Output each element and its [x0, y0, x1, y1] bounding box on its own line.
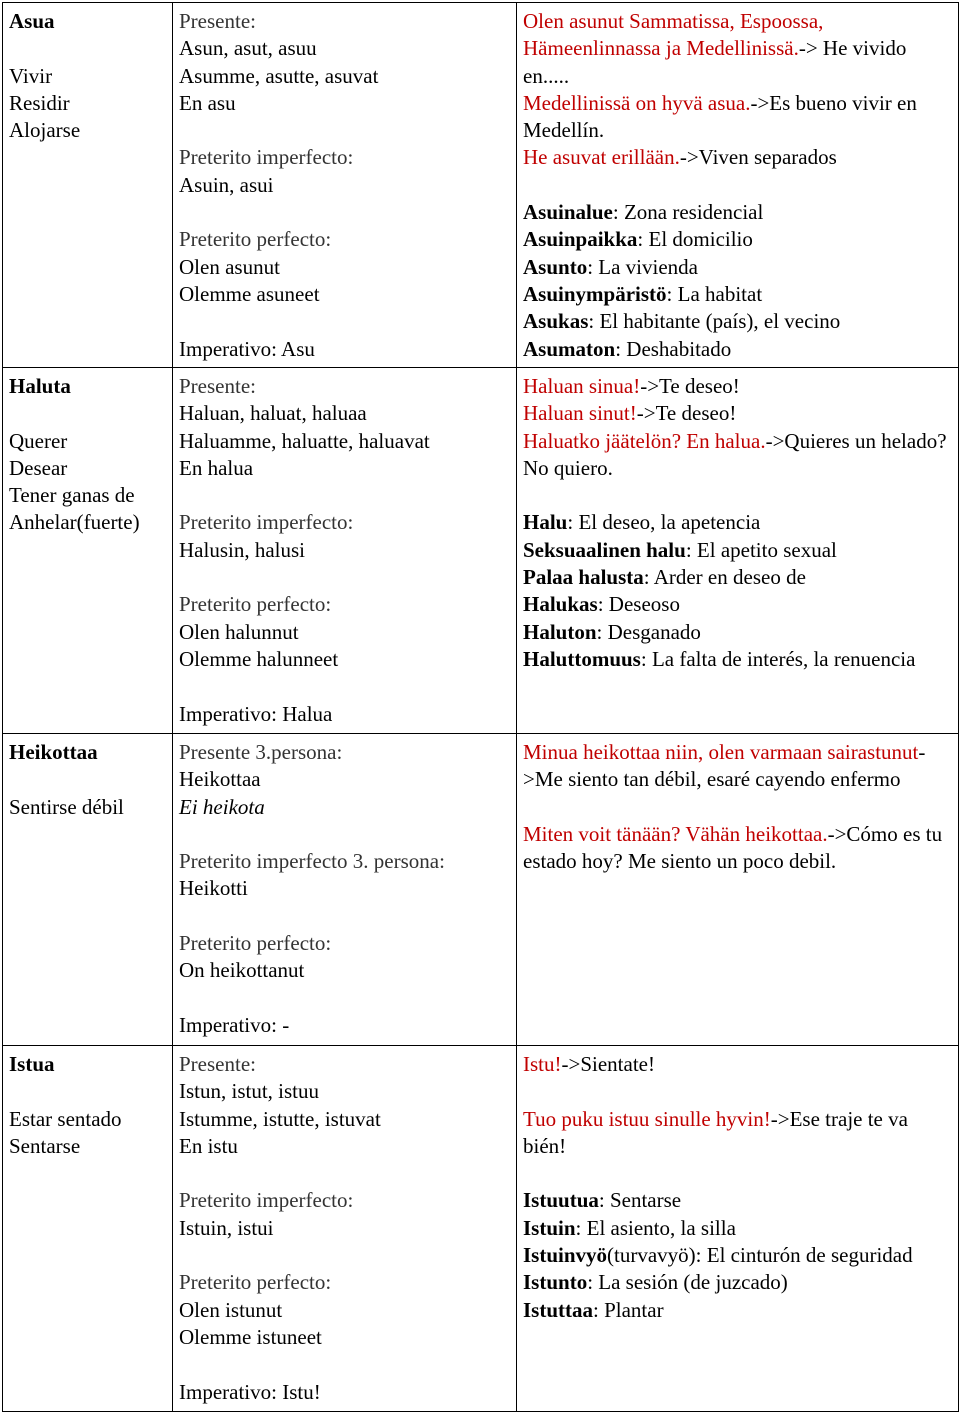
meaning: Sentarse	[9, 1133, 81, 1158]
vocab-item: Seksuaalinen halu: El apetito sexual	[523, 537, 837, 562]
conjugation-line: Asuin, asui	[179, 172, 274, 197]
verb-headword: Istua	[9, 1052, 55, 1076]
tense-title: Preterito perfecto:	[179, 1270, 332, 1295]
examples-cell	[517, 3, 959, 368]
verb-row-haluta	[3, 368, 959, 734]
negative-form: Ei heikota	[179, 794, 265, 819]
conjugation-line: En asu	[179, 90, 236, 115]
vocab-item: Halu: El deseo, la apetencia	[523, 510, 761, 535]
vocab-item: Istuttaa: Plantar	[523, 1297, 664, 1322]
conjugation-line: Heikottaa	[179, 767, 261, 792]
word-cell	[3, 734, 173, 1046]
vocab-item: Haluttomuus: La falta de interés, la renuencia	[523, 646, 916, 671]
vocab-item: Haluton: Desganado	[523, 619, 701, 644]
vocab-item: Istuinvyö(turvavyö): El cinturón de seguridad	[523, 1243, 913, 1268]
conjugation-line: Heikotti	[179, 876, 248, 901]
conjugation-line: Haluamme, haluatte, haluavat	[179, 428, 430, 453]
conjugation-line: Halusin, halusi	[179, 537, 305, 562]
tense-title: Preterito perfecto:	[179, 592, 332, 617]
tense-title: Preterito imperfecto:	[179, 1188, 354, 1213]
meanings	[9, 1106, 166, 1161]
example: Haluatko jäätelön? En halua.->Quieres un helado? No quiero.	[523, 428, 947, 480]
example: He asuvat erillään.->Viven separados	[523, 145, 837, 170]
verb-headword: Asua	[9, 9, 55, 33]
example: Haluan sinua!->Te deseo!	[523, 374, 740, 398]
tense-title: Preterito imperfecto:	[179, 145, 354, 170]
conjugation-cell	[173, 368, 517, 734]
vocab-item: Asuinalue: Zona residencial	[523, 200, 764, 225]
meaning: Tener ganas de	[9, 483, 135, 508]
tense-title: Preterito imperfecto 3. persona:	[179, 849, 445, 874]
conjugation-line: Asun, asut, asuu	[179, 36, 317, 61]
vocab-item: Istuin: El asiento, la silla	[523, 1215, 736, 1240]
examples-cell	[517, 368, 959, 734]
conjugation-line: Olemme asuneet	[179, 281, 320, 306]
vocab-list	[523, 1187, 952, 1323]
tense-title: Presente:	[179, 374, 256, 398]
conjugation-line: On heikottanut	[179, 958, 305, 983]
conjugation-line: Olemme istuneet	[179, 1324, 322, 1349]
example: Istu!->Sientate!	[523, 1052, 655, 1076]
examples-cell	[517, 1046, 959, 1412]
vocab-item: Palaa halusta: Arder en deseo de	[523, 565, 806, 590]
conjugation-line: Asumme, asutte, asuvat	[179, 63, 379, 88]
example: Olen asunut Sammatissa, Espoossa, Hämeenlinnassa ja Medellinissä.-> He vivido en.....	[523, 9, 907, 88]
conjugation-cell	[173, 734, 517, 1046]
conjugation-line: Olemme halunneet	[179, 646, 339, 671]
vocab-item: Asuinympäristö: La habitat	[523, 281, 763, 306]
word-cell	[3, 3, 173, 368]
example: Minua heikottaa niin, olen varmaan sairastunut->Me siento tan débil, esaré cayendo enfermo	[523, 740, 926, 792]
conjugation-line: En istu	[179, 1133, 238, 1158]
vocab-item: Halukas: Deseoso	[523, 592, 680, 617]
word-cell	[3, 368, 173, 734]
verb-row-heikottaa	[3, 734, 959, 1046]
conjugation-line: Olen asunut	[179, 254, 280, 279]
example: Medellinissä on hyvä asua.->Es bueno vivir en Medellín.	[523, 90, 917, 143]
verb-headword: Haluta	[9, 374, 71, 398]
meanings	[9, 794, 166, 821]
meaning: Residir	[9, 90, 70, 115]
meaning: Querer	[9, 428, 68, 453]
examples-cell	[517, 734, 959, 1046]
conjugation-line: Olen istunut	[179, 1297, 283, 1322]
conjugation-line: Istumme, istutte, istuvat	[179, 1106, 381, 1131]
meaning: Anhelar(fuerte)	[9, 510, 140, 535]
tense-title: Presente:	[179, 9, 256, 33]
imperative: Imperativo: Asu	[179, 336, 315, 361]
verb-row-istua	[3, 1046, 959, 1412]
tense-title: Preterito perfecto:	[179, 931, 332, 956]
vocab-item: Asumaton: Deshabitado	[523, 336, 732, 361]
imperative: Imperativo: -	[179, 1012, 290, 1037]
vocab-item: Asukas: El habitante (país), el vecino	[523, 309, 841, 334]
verb-table	[2, 2, 959, 1412]
meaning: Alojarse	[9, 118, 81, 143]
example: Haluan sinut!->Te deseo!	[523, 401, 737, 426]
conjugation-line: En halua	[179, 455, 254, 480]
meaning: Vivir	[9, 63, 53, 88]
conjugation-line: Olen halunnut	[179, 619, 299, 644]
conjugation-line: Haluan, haluat, haluaa	[179, 401, 367, 426]
word-cell	[3, 1046, 173, 1412]
example: Miten voit tänään? Vähän heikottaa.->Cómo es tu estado hoy? Me siento un poco debil.	[523, 821, 943, 874]
meaning: Estar sentado	[9, 1106, 122, 1131]
vocab-list	[523, 199, 952, 363]
meaning: Sentirse débil	[9, 794, 124, 819]
tense-title: Preterito perfecto:	[179, 227, 332, 252]
meaning: Desear	[9, 455, 68, 480]
conjugation-cell	[173, 1046, 517, 1412]
imperative: Imperativo: Halua	[179, 701, 333, 726]
conjugation-line: Istuin, istui	[179, 1215, 274, 1240]
meanings	[9, 63, 166, 145]
tense-title: Presente 3.persona:	[179, 740, 343, 764]
example: Tuo puku istuu sinulle hyvin!->Ese traje te va bién!	[523, 1106, 908, 1158]
verb-row-asua	[3, 3, 959, 368]
vocab-item: Istuutua: Sentarse	[523, 1188, 682, 1213]
vocab-item: Asunto: La vivienda	[523, 254, 698, 279]
vocab-item: Asuinpaikka: El domicilio	[523, 227, 753, 252]
meanings	[9, 428, 166, 537]
imperative: Imperativo: Istu!	[179, 1379, 321, 1404]
tense-title: Preterito imperfecto:	[179, 510, 354, 535]
vocab-list	[523, 509, 952, 673]
vocab-item: Istunto: La sesión (de juzcado)	[523, 1270, 788, 1295]
verb-headword: Heikottaa	[9, 740, 98, 764]
tense-title: Presente:	[179, 1052, 256, 1076]
conjugation-cell	[173, 3, 517, 368]
conjugation-line: Istun, istut, istuu	[179, 1079, 320, 1104]
